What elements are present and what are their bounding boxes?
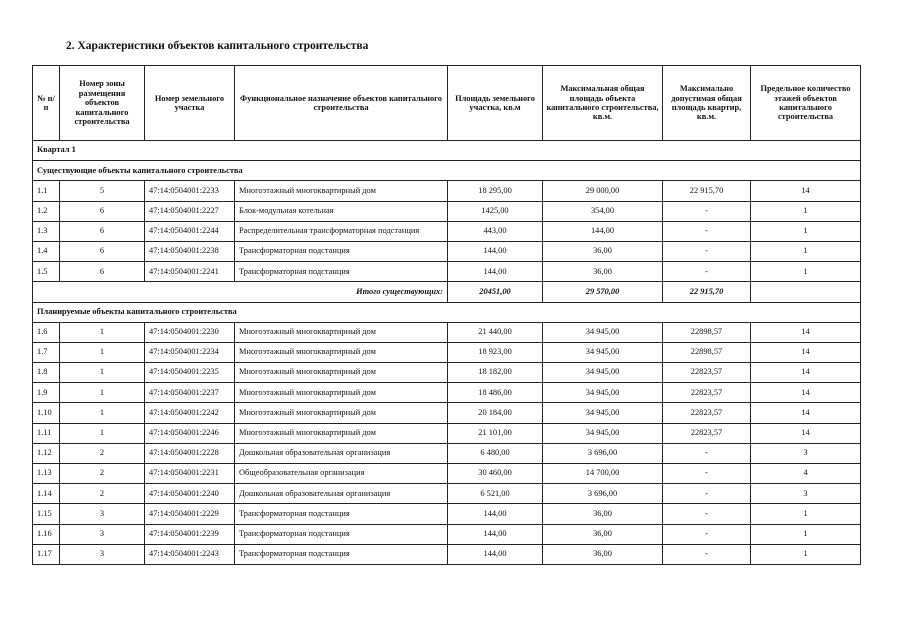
parcel-number-cell: 47:14:0504001:2239 bbox=[145, 524, 235, 544]
header-zone: Номер зоны размещения объектов капитального строительства bbox=[60, 66, 145, 141]
apartments-area-cell: 22823,57 bbox=[663, 423, 751, 443]
row-number-cell: 1.13 bbox=[33, 464, 60, 484]
parcel-number-cell: 47:14:0504001:2244 bbox=[145, 221, 235, 241]
row-number-cell: 1.8 bbox=[33, 363, 60, 383]
header-parcel: Номер земельного участка bbox=[145, 66, 235, 141]
apartments-area-cell: 22 915,70 bbox=[663, 181, 751, 201]
land-area-cell: 144,00 bbox=[448, 504, 543, 524]
apartments-area-cell: - bbox=[663, 484, 751, 504]
apartments-area-cell: - bbox=[663, 201, 751, 221]
zone-number-cell: 1 bbox=[60, 383, 145, 403]
quarter-row bbox=[33, 141, 861, 161]
parcel-number-cell: 47:14:0504001:2233 bbox=[145, 181, 235, 201]
table-row bbox=[33, 504, 861, 524]
zone-number-cell: 2 bbox=[60, 464, 145, 484]
row-number-cell: 1.11 bbox=[33, 423, 60, 443]
table-row bbox=[33, 342, 861, 362]
zone-number-cell: 1 bbox=[60, 342, 145, 362]
purpose-cell: Многоэтажный многоквартирный дом bbox=[235, 322, 448, 342]
max-area-cell: 36,00 bbox=[543, 524, 663, 544]
table-row bbox=[33, 443, 861, 463]
max-area-cell: 14 700,00 bbox=[543, 464, 663, 484]
header-apartments-area: Максимально допустимая общая площадь квартир, кв.м. bbox=[663, 66, 751, 141]
max-area-cell: 3 696,00 bbox=[543, 484, 663, 504]
max-area-cell: 354,00 bbox=[543, 201, 663, 221]
purpose-cell: Многоэтажный многоквартирный дом bbox=[235, 383, 448, 403]
planned-section-row bbox=[33, 302, 861, 322]
row-number-cell: 1.5 bbox=[33, 262, 60, 282]
zone-number-cell: 3 bbox=[60, 544, 145, 564]
land-area-cell: 18 923,00 bbox=[448, 342, 543, 362]
row-number-cell: 1.2 bbox=[33, 201, 60, 221]
table-row bbox=[33, 363, 861, 383]
land-area-cell: 21 440,00 bbox=[448, 322, 543, 342]
capital-objects-table bbox=[32, 65, 861, 565]
zone-number-cell: 1 bbox=[60, 423, 145, 443]
max-area-cell: 36,00 bbox=[543, 504, 663, 524]
max-area-cell: 3 696,00 bbox=[543, 443, 663, 463]
apartments-area-cell: - bbox=[663, 464, 751, 484]
table-row bbox=[33, 201, 861, 221]
row-number-cell: 1.1 bbox=[33, 181, 60, 201]
land-area-cell: 18 182,00 bbox=[448, 363, 543, 383]
zone-number-cell: 2 bbox=[60, 484, 145, 504]
table-row bbox=[33, 524, 861, 544]
land-area-cell: 144,00 bbox=[448, 241, 543, 261]
land-area-cell: 18 486,00 bbox=[448, 383, 543, 403]
header-purpose: Функциональное назначение объектов капитального строительства bbox=[235, 66, 448, 141]
purpose-cell: Трансформаторная подстанция bbox=[235, 504, 448, 524]
zone-number-cell: 1 bbox=[60, 363, 145, 383]
floors-cell: 1 bbox=[751, 504, 861, 524]
zone-number-cell: 6 bbox=[60, 221, 145, 241]
floors-cell: 1 bbox=[751, 524, 861, 544]
apartments-area-cell: 22823,57 bbox=[663, 363, 751, 383]
apartments-area-cell: - bbox=[663, 524, 751, 544]
land-area-cell: 21 101,00 bbox=[448, 423, 543, 443]
row-number-cell: 1.17 bbox=[33, 544, 60, 564]
max-area-cell: 34 945,00 bbox=[543, 322, 663, 342]
floors-cell: 14 bbox=[751, 383, 861, 403]
table-row bbox=[33, 403, 861, 423]
parcel-number-cell: 47:14:0504001:2237 bbox=[145, 383, 235, 403]
land-area-cell: 20 184,00 bbox=[448, 403, 543, 423]
max-area-cell: 36,00 bbox=[543, 241, 663, 261]
parcel-number-cell: 47:14:0504001:2230 bbox=[145, 322, 235, 342]
apartments-area-cell: - bbox=[663, 221, 751, 241]
existing-total-max-area: 29 570,00 bbox=[543, 282, 663, 302]
table-row bbox=[33, 423, 861, 443]
land-area-cell: 1425,00 bbox=[448, 201, 543, 221]
purpose-cell: Многоэтажный многоквартирный дом bbox=[235, 363, 448, 383]
existing-total-floors bbox=[751, 282, 861, 302]
floors-cell: 14 bbox=[751, 423, 861, 443]
zone-number-cell: 2 bbox=[60, 443, 145, 463]
table-row bbox=[33, 464, 861, 484]
max-area-cell: 144,00 bbox=[543, 221, 663, 241]
apartments-area-cell: - bbox=[663, 504, 751, 524]
zone-number-cell: 1 bbox=[60, 403, 145, 423]
max-area-cell: 34 945,00 bbox=[543, 403, 663, 423]
land-area-cell: 144,00 bbox=[448, 262, 543, 282]
floors-cell: 14 bbox=[751, 322, 861, 342]
max-area-cell: 34 945,00 bbox=[543, 383, 663, 403]
parcel-number-cell: 47:14:0504001:2243 bbox=[145, 544, 235, 564]
max-area-cell: 34 945,00 bbox=[543, 342, 663, 362]
row-number-cell: 1.9 bbox=[33, 383, 60, 403]
parcel-number-cell: 47:14:0504001:2241 bbox=[145, 262, 235, 282]
row-number-cell: 1.4 bbox=[33, 241, 60, 261]
parcel-number-cell: 47:14:0504001:2234 bbox=[145, 342, 235, 362]
existing-section-title: Существующие объекты капитального строительства bbox=[33, 161, 861, 181]
planned-section-title: Планируемые объекты капитального строительства bbox=[33, 302, 861, 322]
row-number-cell: 1.15 bbox=[33, 504, 60, 524]
table-header-row bbox=[33, 66, 861, 141]
max-area-cell: 29 000,00 bbox=[543, 181, 663, 201]
purpose-cell: Трансформаторная подстанция bbox=[235, 262, 448, 282]
land-area-cell: 6 521,00 bbox=[448, 484, 543, 504]
purpose-cell: Дошкольная образовательная организация bbox=[235, 443, 448, 463]
existing-total-land-area: 20451,00 bbox=[448, 282, 543, 302]
apartments-area-cell: - bbox=[663, 262, 751, 282]
apartments-area-cell: - bbox=[663, 241, 751, 261]
apartments-area-cell: - bbox=[663, 544, 751, 564]
floors-cell: 14 bbox=[751, 342, 861, 362]
parcel-number-cell: 47:14:0504001:2231 bbox=[145, 464, 235, 484]
floors-cell: 14 bbox=[751, 181, 861, 201]
purpose-cell: Многоэтажный многоквартирный дом bbox=[235, 342, 448, 362]
floors-cell: 1 bbox=[751, 241, 861, 261]
row-number-cell: 1.10 bbox=[33, 403, 60, 423]
table-row bbox=[33, 544, 861, 564]
row-number-cell: 1.12 bbox=[33, 443, 60, 463]
existing-total-row bbox=[33, 282, 861, 302]
zone-number-cell: 3 bbox=[60, 504, 145, 524]
row-number-cell: 1.14 bbox=[33, 484, 60, 504]
purpose-cell: Общеобразовательная организация bbox=[235, 464, 448, 484]
zone-number-cell: 3 bbox=[60, 524, 145, 544]
floors-cell: 4 bbox=[751, 464, 861, 484]
row-number-cell: 1.3 bbox=[33, 221, 60, 241]
existing-total-apartments-area: 22 915,70 bbox=[663, 282, 751, 302]
table-row bbox=[33, 181, 861, 201]
max-area-cell: 34 945,00 bbox=[543, 363, 663, 383]
max-area-cell: 36,00 bbox=[543, 544, 663, 564]
header-land-area: Площадь земельного участка, кв.м bbox=[448, 66, 543, 141]
floors-cell: 3 bbox=[751, 443, 861, 463]
land-area-cell: 30 460,00 bbox=[448, 464, 543, 484]
parcel-number-cell: 47:14:0504001:2228 bbox=[145, 443, 235, 463]
land-area-cell: 443,00 bbox=[448, 221, 543, 241]
zone-number-cell: 6 bbox=[60, 201, 145, 221]
table-row bbox=[33, 241, 861, 261]
row-number-cell: 1.16 bbox=[33, 524, 60, 544]
header-number: № п/п bbox=[33, 66, 60, 141]
floors-cell: 14 bbox=[751, 363, 861, 383]
table-row bbox=[33, 322, 861, 342]
purpose-cell: Многоэтажный многоквартирный дом bbox=[235, 181, 448, 201]
land-area-cell: 6 480,00 bbox=[448, 443, 543, 463]
purpose-cell: Трансформаторная подстанция bbox=[235, 241, 448, 261]
parcel-number-cell: 47:14:0504001:2229 bbox=[145, 504, 235, 524]
floors-cell: 3 bbox=[751, 484, 861, 504]
table-row bbox=[33, 383, 861, 403]
zone-number-cell: 5 bbox=[60, 181, 145, 201]
floors-cell: 1 bbox=[751, 221, 861, 241]
max-area-cell: 36,00 bbox=[543, 262, 663, 282]
purpose-cell: Трансформаторная подстанция bbox=[235, 524, 448, 544]
row-number-cell: 1.7 bbox=[33, 342, 60, 362]
parcel-number-cell: 47:14:0504001:2235 bbox=[145, 363, 235, 383]
table-row bbox=[33, 484, 861, 504]
apartments-area-cell: - bbox=[663, 443, 751, 463]
apartments-area-cell: 22898,57 bbox=[663, 322, 751, 342]
purpose-cell: Дошкольная образовательная организация bbox=[235, 484, 448, 504]
apartments-area-cell: 22823,57 bbox=[663, 383, 751, 403]
floors-cell: 1 bbox=[751, 544, 861, 564]
land-area-cell: 144,00 bbox=[448, 544, 543, 564]
purpose-cell: Блок-модульная котельная bbox=[235, 201, 448, 221]
parcel-number-cell: 47:14:0504001:2227 bbox=[145, 201, 235, 221]
parcel-number-cell: 47:14:0504001:2246 bbox=[145, 423, 235, 443]
zone-number-cell: 1 bbox=[60, 322, 145, 342]
existing-total-label: Итого существующих: bbox=[33, 282, 448, 302]
floors-cell: 1 bbox=[751, 262, 861, 282]
section-heading: 2. Характеристики объектов капитального строительства bbox=[66, 40, 369, 52]
purpose-cell: Многоэтажный многоквартирный дом bbox=[235, 403, 448, 423]
table-row bbox=[33, 221, 861, 241]
land-area-cell: 144,00 bbox=[448, 524, 543, 544]
parcel-number-cell: 47:14:0504001:2238 bbox=[145, 241, 235, 261]
apartments-area-cell: 22823,57 bbox=[663, 403, 751, 423]
floors-cell: 1 bbox=[751, 201, 861, 221]
parcel-number-cell: 47:14:0504001:2242 bbox=[145, 403, 235, 423]
row-number-cell: 1.6 bbox=[33, 322, 60, 342]
header-floors: Предельное количество этажей объектов капитального строительства bbox=[751, 66, 861, 141]
quarter-label: Квартал 1 bbox=[33, 141, 861, 161]
purpose-cell: Трансформаторная подстанция bbox=[235, 544, 448, 564]
header-max-area: Максимальная общая площадь объекта капитального строительства, кв.м. bbox=[543, 66, 663, 141]
apartments-area-cell: 22898,57 bbox=[663, 342, 751, 362]
purpose-cell: Распределительная трансформаторная подстанция bbox=[235, 221, 448, 241]
land-area-cell: 18 295,00 bbox=[448, 181, 543, 201]
zone-number-cell: 6 bbox=[60, 241, 145, 261]
max-area-cell: 34 945,00 bbox=[543, 423, 663, 443]
purpose-cell: Многоэтажный многоквартирный дом bbox=[235, 423, 448, 443]
zone-number-cell: 6 bbox=[60, 262, 145, 282]
floors-cell: 14 bbox=[751, 403, 861, 423]
parcel-number-cell: 47:14:0504001:2240 bbox=[145, 484, 235, 504]
existing-section-row bbox=[33, 161, 861, 181]
table-row bbox=[33, 262, 861, 282]
table-body bbox=[33, 141, 861, 565]
